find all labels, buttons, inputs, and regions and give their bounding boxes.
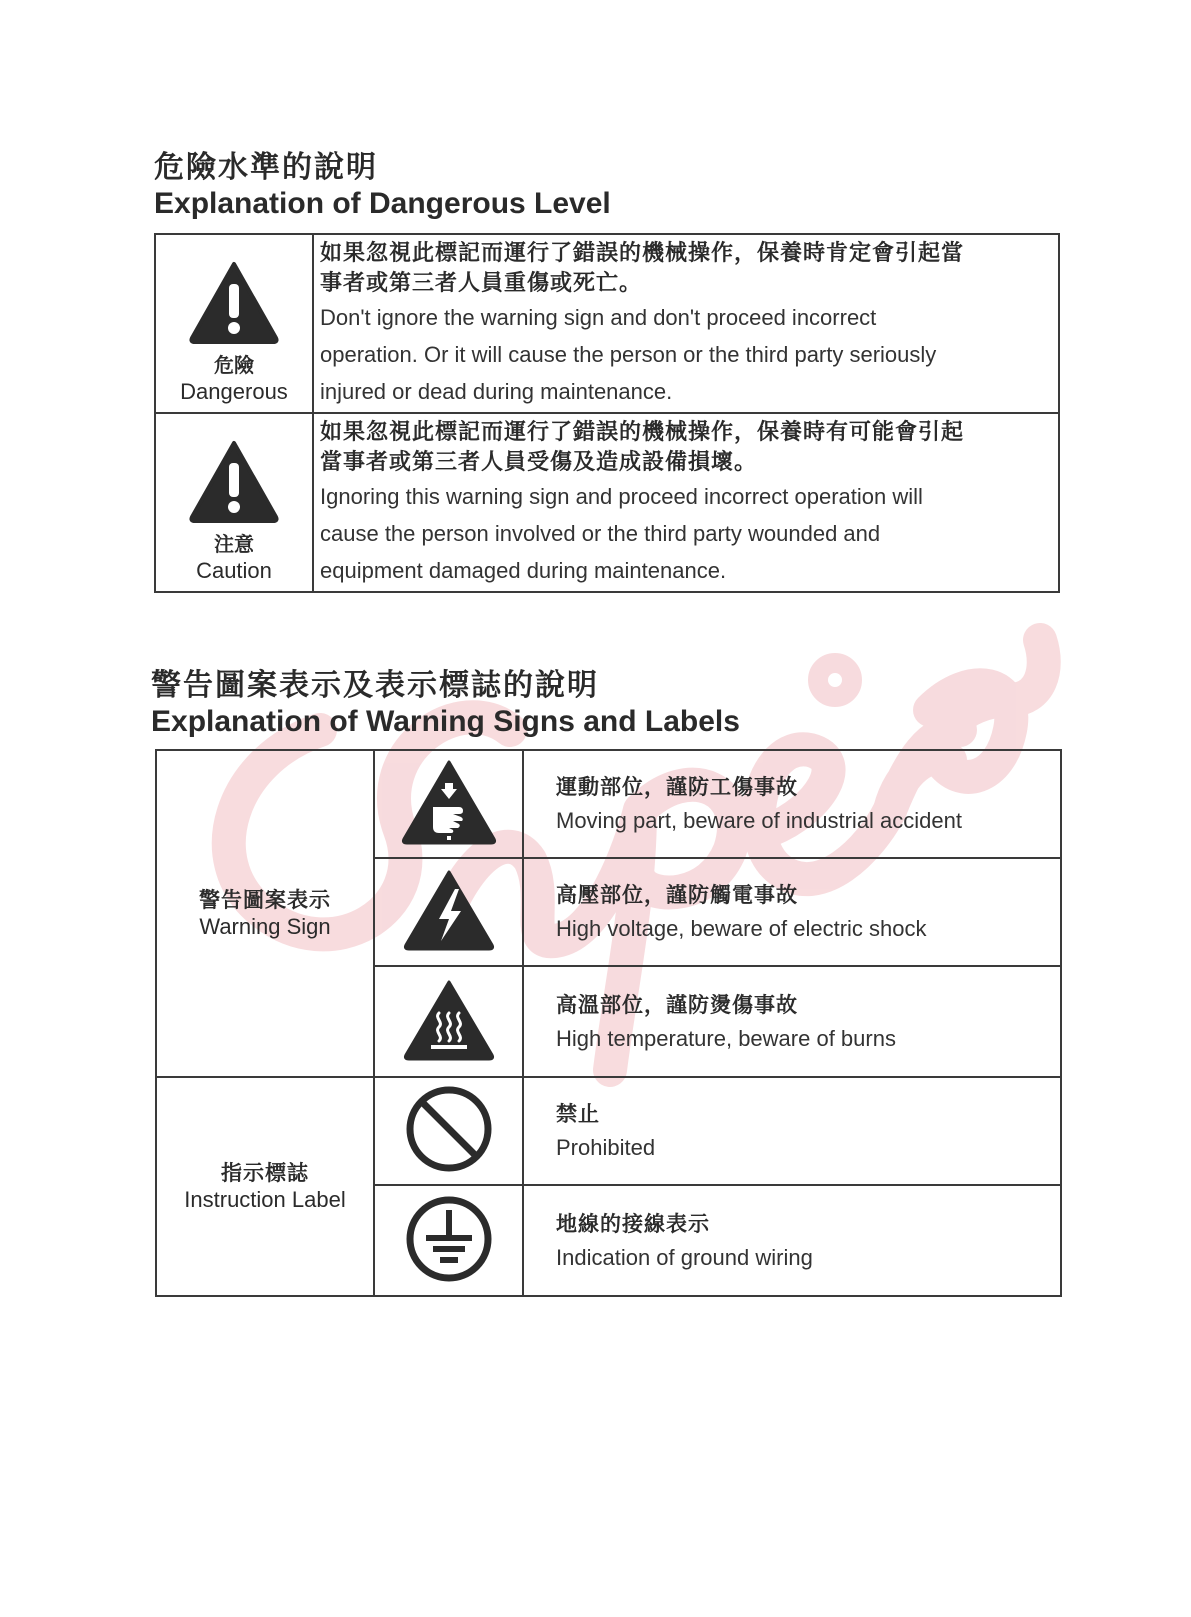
- dangerous-desc-en-line2: operation. Or it will cause the person or the third party seriously: [320, 342, 937, 367]
- caution-desc-zh-line1: 如果忽視此標記而運行了錯誤的機械操作，保養時有可能會引起: [320, 420, 965, 445]
- dangerous-desc-en-line1: Don't ignore the warning sign and don't proceed incorrect: [320, 305, 877, 330]
- danger-level-row-dangerous: [155, 234, 1059, 413]
- high-voltage-icon: [403, 869, 495, 951]
- hot-surface-description: [523, 966, 1061, 1077]
- ground-wiring-zh: 地線的接線表示: [556, 1211, 710, 1236]
- hot-surface-zh: 高溫部位，謹防燙傷事故: [556, 992, 798, 1017]
- warning-signs-table: [155, 749, 1062, 1297]
- high-voltage-zh: 高壓部位，謹防觸電事故: [556, 883, 798, 907]
- moving-part-description: [523, 750, 1061, 858]
- caution-symbol-cell: [155, 413, 313, 592]
- table-row: [156, 1077, 1061, 1185]
- caution-label-zh: 注意: [214, 532, 254, 556]
- moving-part-en: Moving part, beware of industrial accident: [556, 808, 962, 833]
- section2-heading: [151, 668, 740, 740]
- dangerous-label-en: Dangerous: [180, 379, 288, 404]
- dangerous-desc-zh-line2: 事者或第三者人員重傷或死亡。: [320, 271, 643, 296]
- hot-surface-en: High temperature, beware of burns: [556, 1025, 896, 1051]
- caution-desc-en-line3: equipment damaged during maintenance.: [320, 558, 727, 583]
- dangerous-desc-en-line3: injured or dead during maintenance.: [320, 379, 673, 404]
- table-row: [156, 750, 1061, 858]
- exclamation-triangle-icon: [188, 260, 280, 344]
- warning-sign-label-en: Warning Sign: [199, 913, 331, 939]
- prohibited-en: Prohibited: [556, 1135, 656, 1160]
- moving-part-zh: 運動部位，謹防工傷事故: [556, 775, 798, 799]
- moving-part-hand-icon: [401, 759, 497, 845]
- high-voltage-description: [523, 858, 1061, 966]
- dangerous-desc-zh-line1: 如果忽視此標記而運行了錯誤的機械操作，保養時肯定會引起當: [320, 241, 965, 266]
- ground-wiring-description: [523, 1185, 1061, 1296]
- caution-description: [313, 413, 1059, 592]
- moving-part-icon-cell: [374, 750, 523, 858]
- dangerous-description: [313, 234, 1059, 413]
- warning-sign-label-zh: 警告圖案表示: [199, 887, 331, 912]
- exclamation-triangle-icon: [188, 439, 280, 523]
- caution-label-en: Caution: [196, 558, 272, 583]
- section1-title-zh: 危險水準的說明: [154, 150, 378, 185]
- prohibited-description: [523, 1077, 1061, 1185]
- high-voltage-en: High voltage, beware of electric shock: [556, 916, 927, 941]
- section1-title-en: Explanation of Dangerous Level: [154, 187, 611, 220]
- ground-wiring-icon-cell: [374, 1185, 523, 1296]
- caution-desc-en-line1: Ignoring this warning sign and proceed incorrect operation will: [320, 484, 923, 509]
- instruction-label-category: [156, 1077, 374, 1296]
- high-voltage-icon-cell: [374, 858, 523, 966]
- prohibited-icon: [404, 1084, 494, 1174]
- ground-wiring-en: Indication of ground wiring: [556, 1244, 813, 1270]
- hot-surface-icon: [403, 979, 495, 1061]
- prohibited-icon-cell: [374, 1077, 523, 1185]
- danger-symbol-cell: [155, 234, 313, 413]
- dangerous-label-zh: 危險: [214, 353, 254, 377]
- instruction-label-zh: 指示標誌: [221, 1160, 309, 1185]
- caution-desc-en-line2: cause the person involved or the third party wounded and: [320, 521, 881, 546]
- danger-level-table: [154, 233, 1060, 593]
- hot-surface-icon-cell: [374, 966, 523, 1077]
- caution-desc-zh-line2: 當事者或第三者人員受傷及造成設備損壞。: [320, 450, 758, 475]
- section2-title-zh: 警告圖案表示及表示標誌的說明: [151, 668, 599, 703]
- ground-wiring-icon: [404, 1194, 494, 1284]
- instruction-label-en: Instruction Label: [184, 1186, 346, 1212]
- warning-sign-category: [156, 750, 374, 1077]
- prohibited-zh: 禁止: [556, 1102, 600, 1126]
- section2-title-en: Explanation of Warning Signs and Labels: [151, 705, 740, 738]
- section1-heading: [154, 150, 611, 222]
- danger-level-row-caution: [155, 413, 1059, 592]
